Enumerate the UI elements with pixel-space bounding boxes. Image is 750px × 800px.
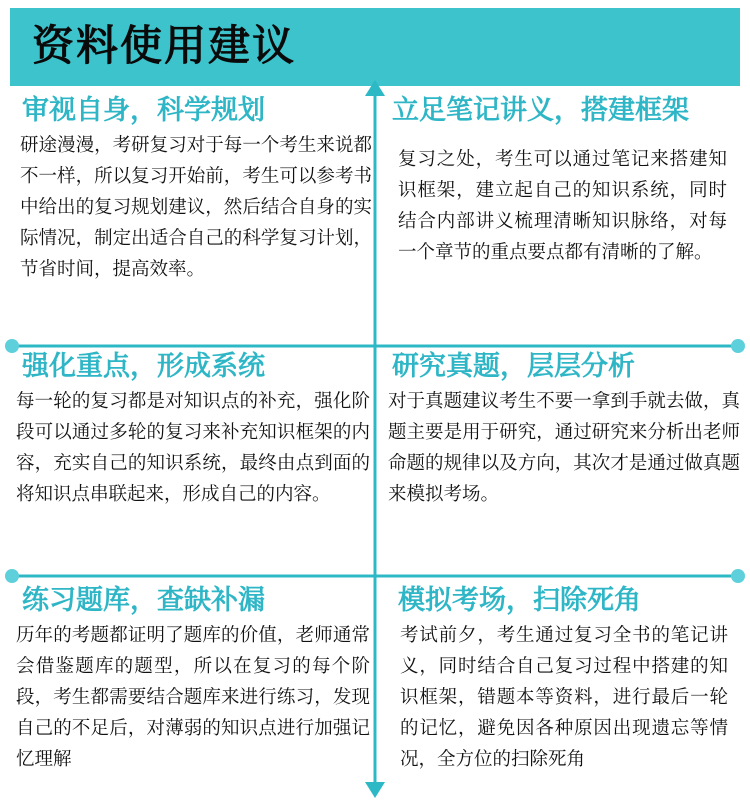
section-title: 审视自身，科学规划: [22, 95, 265, 126]
section-body: 研途漫漫，考研复习对于每一个考生来说都不一样，所以复习开始前，考生可以参考书中给出的复习规划建议，然后结合自身的实际情况，制定出适合自己的科学复习计划，节省时间，提高效率。: [20, 135, 372, 280]
left-dot-2: [5, 569, 19, 583]
section-body: 历年的考题都证明了题库的价值，老师通常会借鉴题库的题型，所以在复习的每个阶段，考生都需要结合题库来进行练习，发现自己的不足后，对薄弱的知识点进行加强记忆理解: [16, 625, 370, 770]
section-practice-question-bank: [16, 584, 370, 775]
right-dot-2: [731, 569, 745, 583]
section-notes-framework: [392, 94, 727, 268]
section-study-past-exams: [388, 350, 740, 510]
section-mock-exam: [398, 584, 728, 775]
section-title: 练习题库，查缺补漏: [22, 585, 265, 616]
section-title: 立足笔记讲义，搭建框架: [392, 95, 689, 126]
section-body: 复习之处，考生可以通过笔记来搭建知识框架，建立起自己的知识系统，同时结合内部讲义梳理清晰知识脉络，对每一个章节的重点要点都有清晰的了解。: [398, 149, 727, 263]
section-body: 每一轮的复习都是对知识点的补充，强化阶段可以通过多轮的复习来补充知识框架的内容，充实自己的知识系统，最终由点到面的将知识点串联起来，形成自己的内容。: [16, 391, 370, 505]
section-title: 研究真题，层层分析: [392, 351, 635, 382]
page-title: 资料使用建议: [32, 21, 297, 70]
section-reinforce-key-points: [16, 350, 370, 510]
section-body: 对于真题建议考生不要一拿到手就去做，真题主要是用于研究，通过研究来分析出老师命题的规律以及方向，其次才是通过做真题来模拟考场。: [388, 391, 740, 505]
section-body: 考试前夕，考生通过复习全书的笔记讲义，同时结合自己复习过程中搭建的知识框架，错题本等资料，进行最后一轮的记忆，避免因各种原因出现遗忘等情况，全方位的扫除死角: [400, 625, 728, 770]
arrow-down-icon: [365, 782, 385, 798]
section-self-review: [22, 94, 372, 285]
section-title: 强化重点，形成系统: [22, 351, 265, 382]
section-title: 模拟考场，扫除死角: [398, 585, 641, 616]
left-dot-1: [5, 339, 19, 353]
